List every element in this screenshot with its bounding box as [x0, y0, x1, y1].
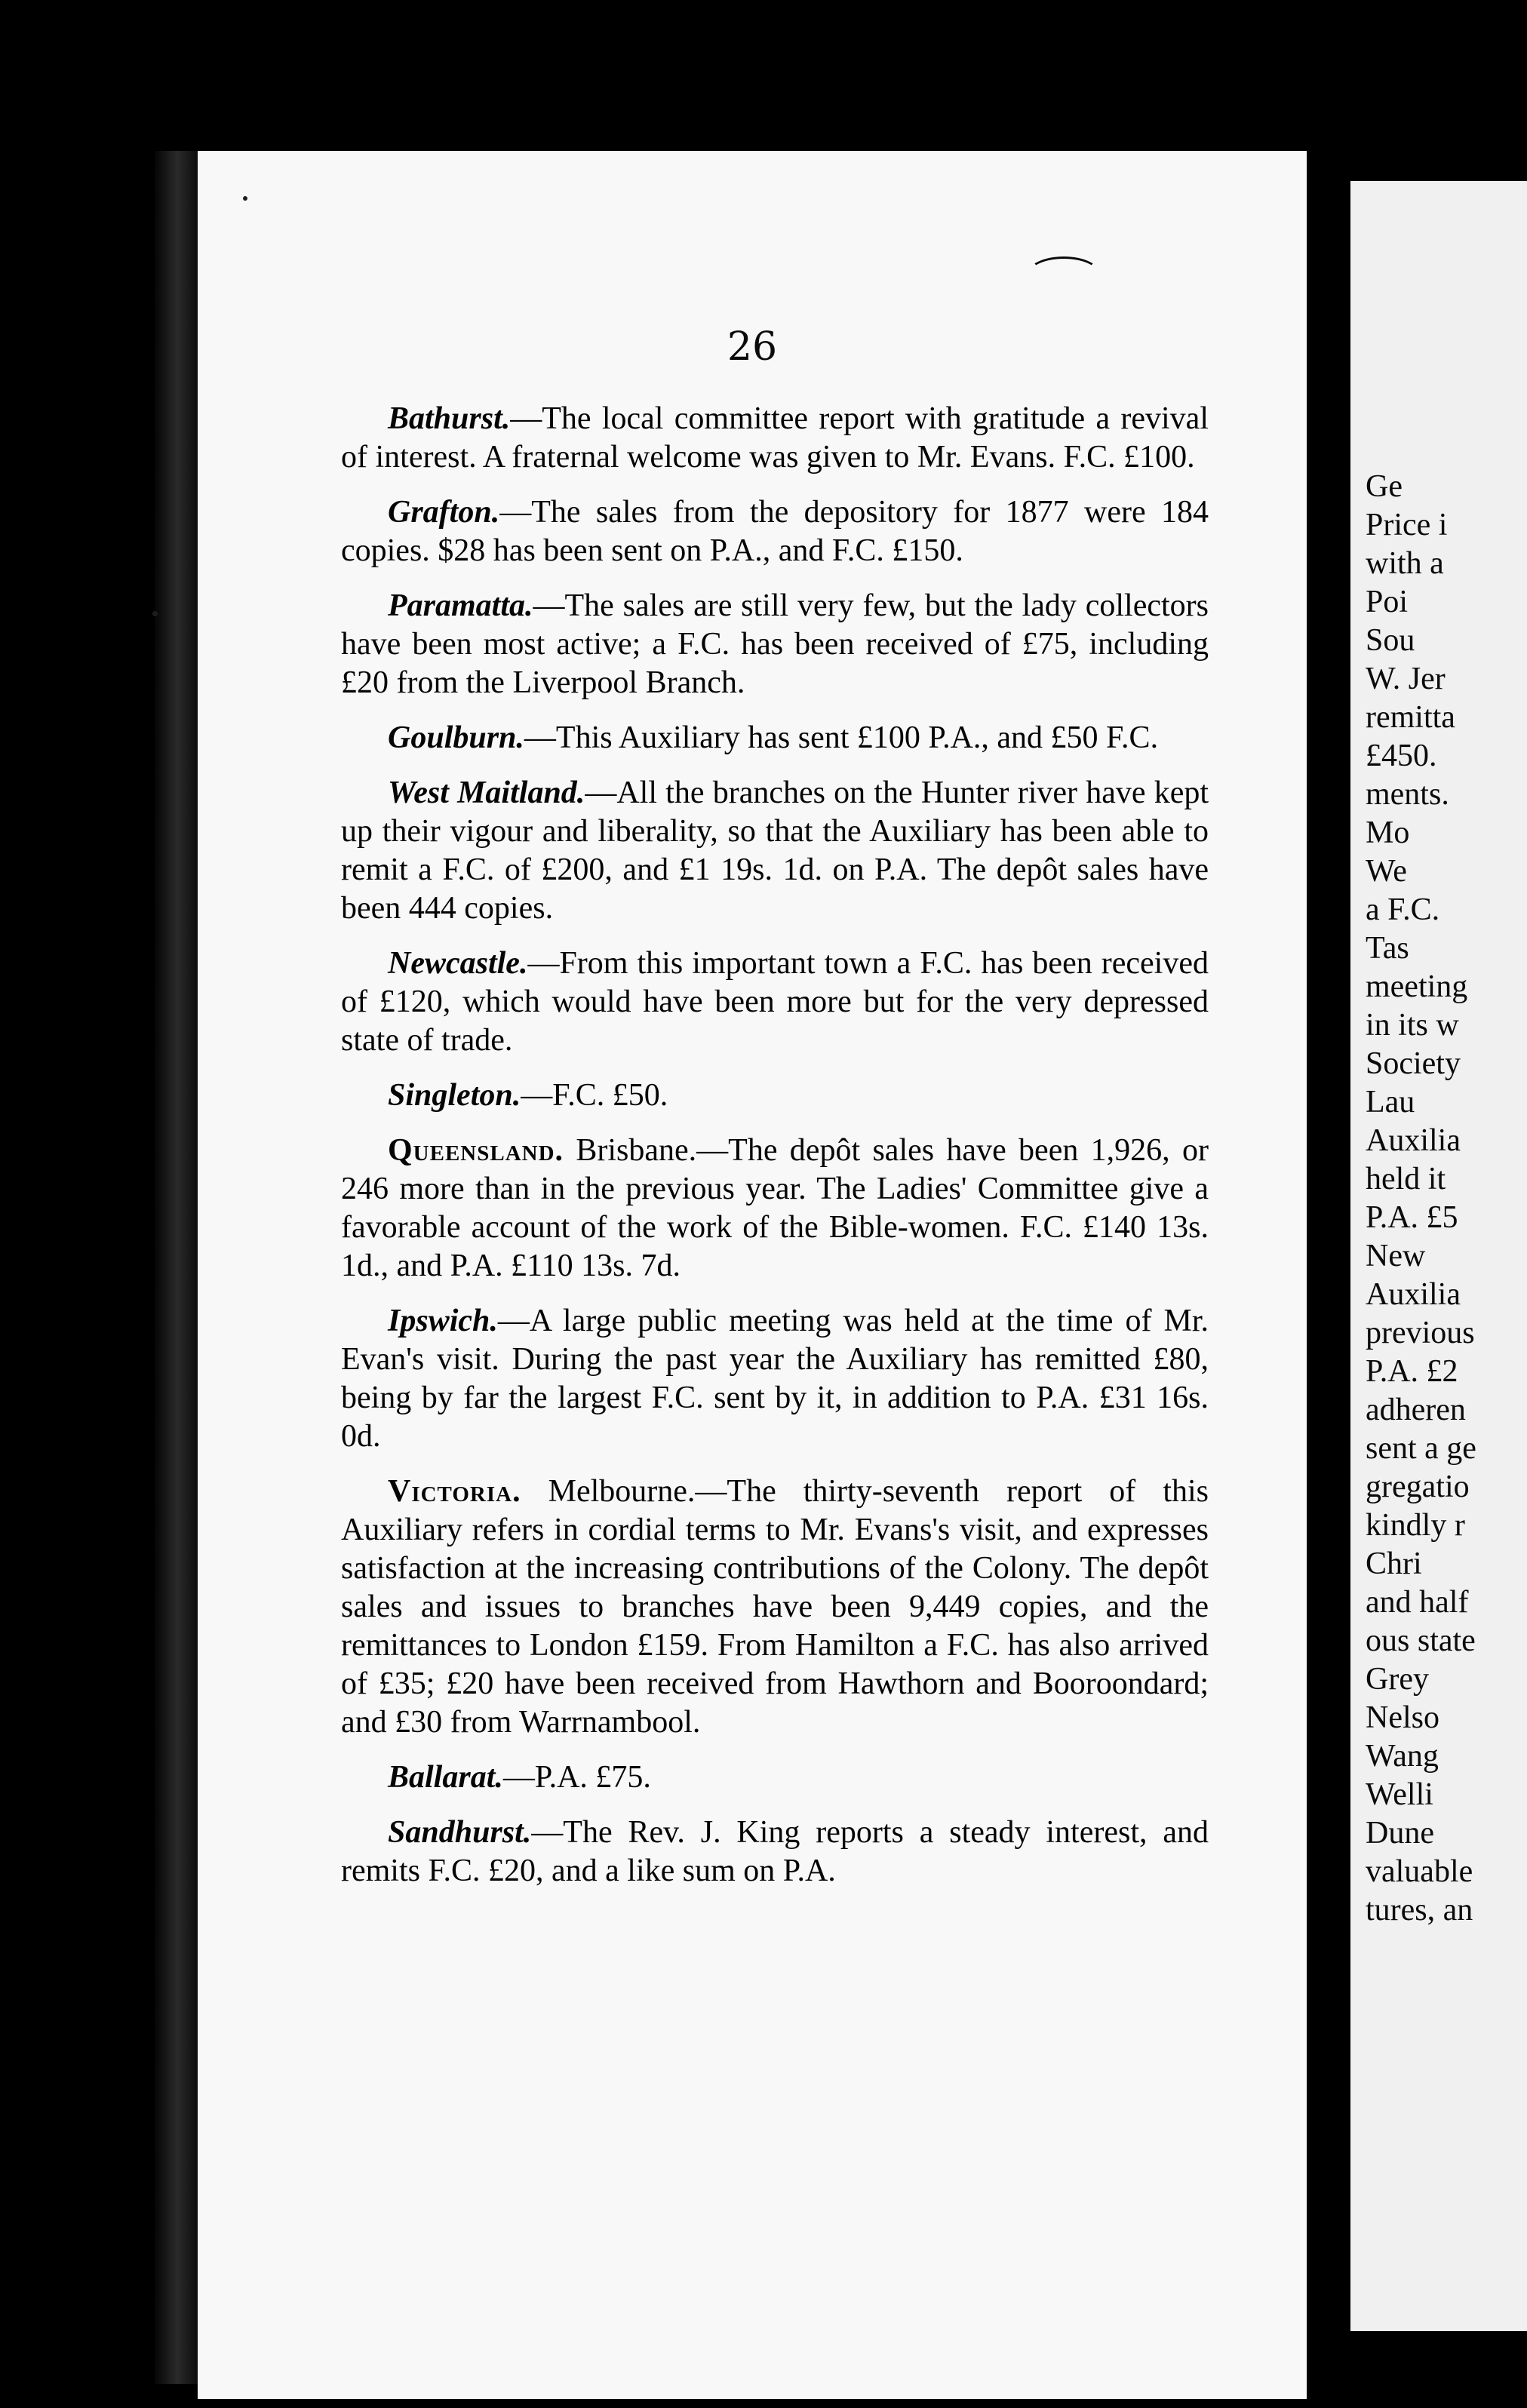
book-page-right — [1350, 181, 1527, 2331]
facing-page-text — [1366, 468, 1527, 1930]
facing-page-line: Wang — [1366, 1739, 1439, 1774]
facing-page-line: Chri — [1366, 1546, 1422, 1581]
paragraph-body: —P.A. £75. — [502, 1760, 651, 1795]
facing-page-line: Sou — [1366, 623, 1415, 658]
paragraph-lead: Grafton. — [388, 495, 500, 530]
facing-page-line: valuable — [1366, 1854, 1473, 1889]
paragraph-lead: Paramatta. — [388, 588, 533, 623]
paragraph-lead: Newcastle. — [388, 946, 528, 981]
facing-page-line: ous state — [1366, 1623, 1476, 1658]
facing-page-line: Nelso — [1366, 1700, 1439, 1735]
paragraph — [341, 1077, 1209, 1115]
paragraph-body: —The sales are still very few, but the lady collectors have been most active; a F.C. has been received of £75, including £20 from the Liverpool Branch. — [341, 588, 1209, 700]
page-text — [341, 400, 1209, 1907]
paragraph-lead: Ipswich. — [388, 1304, 498, 1338]
facing-page-line: Grey — [1366, 1662, 1429, 1697]
paragraph — [341, 1473, 1209, 1742]
paragraph — [341, 400, 1209, 477]
paragraph-body: —All the branches on the Hunter river have kept up their vigour and liberality, so that the Auxiliary has been able to remit a F.C. of £200, and £1 19s. 1d. on P.A. The depôt sales have been 444 copies. — [341, 776, 1209, 926]
facing-page-line: Mo — [1366, 815, 1410, 850]
paragraph — [341, 1758, 1209, 1797]
page-number: 26 — [727, 324, 778, 370]
facing-page-line: Ge — [1366, 469, 1403, 504]
facing-page-line: meeting — [1366, 969, 1468, 1004]
facing-page-line: New — [1366, 1239, 1426, 1273]
facing-page-line: adheren — [1366, 1393, 1466, 1427]
facing-page-line: ments. — [1366, 777, 1449, 812]
paragraph-lead: Bathurst. — [388, 401, 511, 436]
paragraph-body: Melbourne.—The thirty-seventh report of this Auxiliary refers in cordial terms to Mr. Evans's visit, and expresses satisfaction at the increasing contributions of the Colony. The depôt sales and issues to branches have been 9,449 copies, and the remittances to London £159. From Hamilton a F.C. has also arrived of £35; £20 have been received from Hawthorn and Booroondard; and £30 from Warrnambool. — [341, 1474, 1209, 1740]
paragraph — [341, 774, 1209, 928]
paragraph-body: —The sales from the depository for 1877 were 184 copies. $28 has been sent on P.A., and F.C. £150. — [341, 495, 1209, 568]
facing-page-line: held it — [1366, 1162, 1446, 1196]
facing-page-line: and half — [1366, 1585, 1469, 1620]
facing-page-line: in its w — [1366, 1008, 1459, 1043]
paragraph — [341, 1132, 1209, 1285]
paragraph-lead: Goulburn. — [388, 720, 524, 755]
facing-page-line: Tas — [1366, 931, 1409, 966]
paragraph — [341, 1814, 1209, 1890]
print-speck — [243, 196, 247, 201]
facing-page-line: tures, an — [1366, 1893, 1473, 1927]
paragraph-body: —From this important town a F.C. has been received of £120, which would have been more but for the very depressed state of trade. — [341, 946, 1209, 1058]
facing-page-line: Dune — [1366, 1816, 1434, 1851]
print-speck — [152, 611, 158, 616]
paragraph-body: —The Rev. J. King reports a steady interest, and remits F.C. £20, and a like sum on P.A. — [341, 1815, 1209, 1888]
facing-page-line: W. Jer — [1366, 662, 1446, 696]
facing-page-line: sent a ge — [1366, 1431, 1476, 1466]
paragraph-body: —A large public meeting was held at the time of Mr. Evan's visit. During the past year the Auxiliary has remitted £80, being by far the largest F.C. sent by it, in addition to P.A. £31 16s. 0d. — [341, 1304, 1209, 1454]
facing-page-line: gregatio — [1366, 1470, 1470, 1504]
paragraph — [341, 587, 1209, 702]
paragraph — [341, 944, 1209, 1060]
paragraph-body: —F.C. £50. — [521, 1078, 668, 1113]
paragraph-lead: Singleton. — [388, 1078, 521, 1113]
book-gutter — [155, 151, 200, 2384]
facing-page-line: remitta — [1366, 700, 1455, 735]
paragraph — [341, 493, 1209, 570]
facing-page-line: Poi — [1366, 585, 1409, 619]
paragraph-body: —This Auxiliary has sent £100 P.A., and £50 F.C. — [524, 720, 1159, 755]
paragraph-body: —The local committee report with gratitude a revival of interest. A fraternal welcome was given to Mr. Evans. F.C. £100. — [341, 401, 1209, 475]
facing-page-line: Welli — [1366, 1777, 1433, 1812]
facing-page-line: Auxilia — [1366, 1123, 1461, 1158]
ink-mark — [1028, 256, 1100, 291]
paragraph — [341, 719, 1209, 757]
facing-page-line: P.A. £2 — [1366, 1354, 1458, 1389]
paragraph-body: Brisbane.—The depôt sales have been 1,926, or 246 more than in the previous year. The Ladies' Committee give a favorable account of the work of the Bible-women. F.C. £140 13s. 1d., and P.A. £110 13s. 7d. — [341, 1133, 1209, 1283]
facing-page-line: £450. — [1366, 739, 1437, 773]
facing-page-line: We — [1366, 854, 1407, 889]
facing-page-line: Price i — [1366, 508, 1448, 542]
facing-page-line: Auxilia — [1366, 1277, 1461, 1312]
paragraph-lead: Victoria. — [388, 1474, 521, 1509]
facing-page-line: kindly r — [1366, 1508, 1465, 1543]
paragraph-lead: Queensland. — [388, 1133, 564, 1168]
paragraph-lead: Sandhurst. — [388, 1815, 532, 1850]
facing-page-line: with a — [1366, 546, 1444, 581]
book-page-left — [198, 151, 1307, 2399]
paragraph-lead: West Maitland. — [388, 776, 585, 810]
facing-page-line: P.A. £5 — [1366, 1200, 1458, 1235]
facing-page-line: previous — [1366, 1316, 1475, 1350]
facing-page-line: a F.C. — [1366, 892, 1440, 927]
facing-page-line: Society — [1366, 1046, 1461, 1081]
facing-page-line: Lau — [1366, 1085, 1415, 1120]
paragraph-lead: Ballarat. — [388, 1760, 503, 1795]
paragraph — [341, 1302, 1209, 1456]
